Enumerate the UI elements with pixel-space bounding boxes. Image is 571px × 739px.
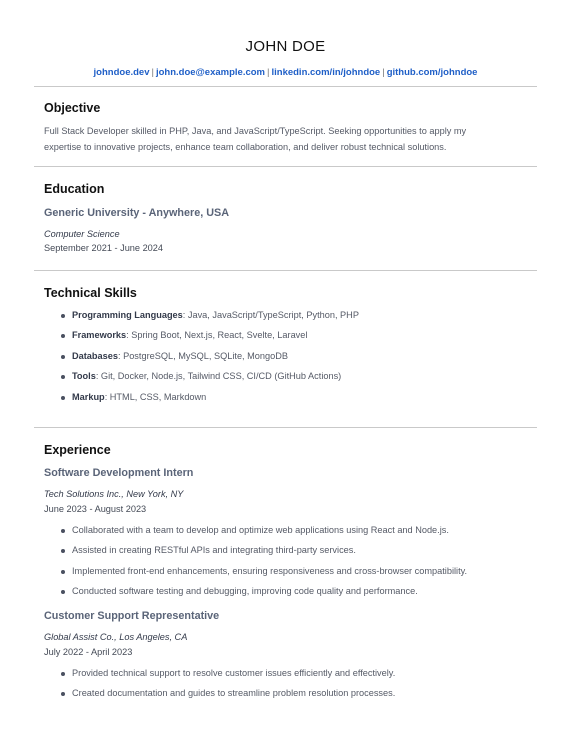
- list-item: [60, 330, 359, 350]
- job-role: Software Development Intern: [44, 467, 194, 479]
- education-heading: Education: [44, 182, 105, 196]
- job-bullets: [60, 525, 467, 607]
- skill-label: Tools: [72, 371, 96, 382]
- list-item: Created documentation and guides to streamline problem resolution processes.: [60, 688, 395, 708]
- list-item: [60, 371, 359, 391]
- list-item: Implemented front-end enhancements, ensuring responsiveness and cross-browser compatibility.: [60, 566, 467, 586]
- objective-text: Full Stack Developer skilled in PHP, Java, and JavaScript/TypeScript. Seeking opportunities to apply my expertise to innovative projects, enhance team collaboration, and deliver robust technical solutions.: [44, 126, 467, 152]
- list-item: Collaborated with a team to develop and optimize web applications using React and Node.js.: [60, 525, 467, 545]
- objective-heading: Objective: [44, 101, 101, 115]
- skill-value: : Spring Boot, Next.js, React, Svelte, Laravel: [126, 330, 308, 341]
- skill-value: : PostgreSQL, MySQL, SQLite, MongoDB: [117, 350, 289, 361]
- job-role: Customer Support Representative: [44, 610, 220, 622]
- skills-list: [60, 310, 359, 412]
- skill-label: Databases: [72, 350, 118, 361]
- education-dates: September 2021 - June 2024: [44, 243, 164, 253]
- github-link[interactable]: github.com/johndoe: [386, 67, 478, 78]
- skill-label: Frameworks: [72, 330, 127, 341]
- email-link[interactable]: john.doe@example.com: [155, 67, 266, 78]
- separator: |: [382, 67, 385, 78]
- skill-value: : HTML, CSS, Markdown: [104, 391, 207, 402]
- list-item: Conducted software testing and debugging, improving code quality and performance.: [60, 586, 467, 606]
- website-link[interactable]: johndoe.dev: [93, 67, 150, 78]
- candidate-name: JOHN DOE: [245, 38, 326, 55]
- job-dates: June 2023 - August 2023: [44, 504, 147, 514]
- skill-value: : Java, JavaScript/TypeScript, Python, PHP: [182, 310, 359, 320]
- contact-links: [0, 67, 571, 78]
- separator: |: [267, 67, 270, 78]
- job-dates: July 2022 - April 2023: [44, 647, 133, 657]
- experience-heading: Experience: [44, 443, 111, 457]
- skill-label: Markup: [72, 391, 105, 402]
- separator: |: [151, 67, 154, 78]
- job-company: Tech Solutions Inc., New York, NY: [44, 489, 184, 499]
- divider: [34, 270, 537, 271]
- list-item: [60, 351, 359, 371]
- divider: [34, 166, 537, 167]
- linkedin-link[interactable]: linkedin.com/in/johndoe: [271, 67, 381, 78]
- job-company: Global Assist Co., Los Angeles, CA: [44, 632, 188, 642]
- divider: [34, 427, 537, 428]
- skill-value: : Git, Docker, Node.js, Tailwind CSS, CI/CD (GitHub Actions): [95, 371, 342, 382]
- school-name: Generic University - Anywhere, USA: [44, 207, 230, 219]
- divider: [34, 86, 537, 87]
- job-bullets: [60, 668, 395, 709]
- skill-label: Programming Languages: [72, 310, 183, 320]
- degree: Computer Science: [44, 229, 120, 239]
- list-item: [60, 392, 359, 412]
- skills-heading: Technical Skills: [44, 286, 137, 300]
- list-item: Assisted in creating RESTful APIs and integrating third-party services.: [60, 545, 467, 565]
- list-item: [60, 310, 359, 330]
- list-item: Provided technical support to resolve customer issues efficiently and effectively.: [60, 668, 395, 688]
